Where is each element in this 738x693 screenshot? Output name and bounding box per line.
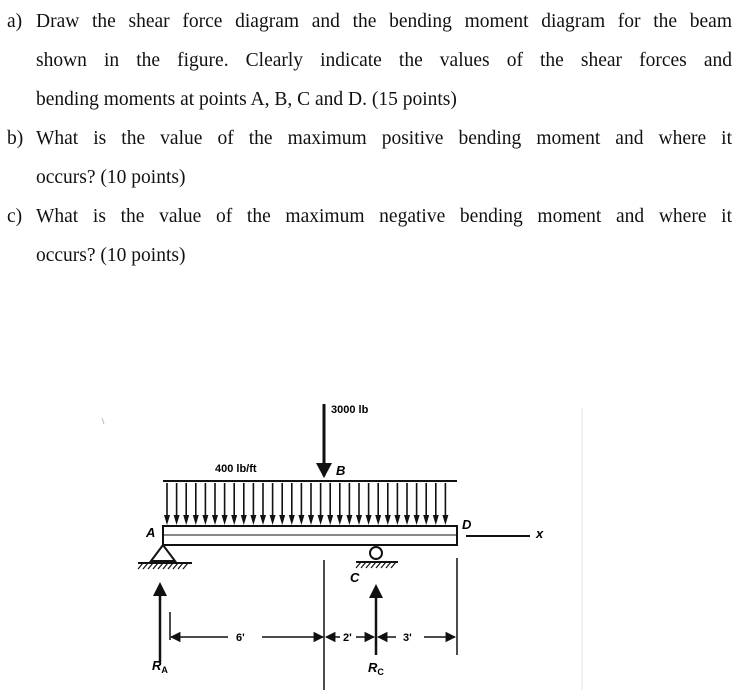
load-arrowhead — [337, 515, 343, 525]
load-arrowhead — [346, 515, 352, 525]
stray-mark — [102, 418, 104, 424]
load-arrowhead — [375, 515, 381, 525]
load-arrowhead — [414, 515, 420, 525]
point-b-marker — [318, 464, 330, 478]
point-a-label: A — [146, 525, 156, 540]
reaction-c-label: RC — [368, 660, 384, 677]
load-arrowhead — [183, 515, 189, 525]
load-arrowhead — [222, 515, 228, 525]
load-arrowhead — [289, 515, 295, 525]
load-arrowhead — [260, 515, 266, 525]
load-arrowhead — [394, 515, 400, 525]
load-arrowhead — [241, 515, 247, 525]
distributed-load — [163, 481, 457, 525]
beam — [163, 526, 457, 545]
load-arrowhead — [318, 515, 324, 525]
load-arrowhead — [298, 515, 304, 525]
load-arrowhead — [202, 515, 208, 525]
load-arrowhead — [250, 515, 256, 525]
question-a-line-3: bending moments at points A, B, C and D. (15 points) — [36, 89, 457, 110]
reaction-a-label: RA — [152, 658, 168, 675]
load-arrowhead — [174, 515, 180, 525]
load-arrowhead — [308, 515, 314, 525]
load-arrowhead — [356, 515, 362, 525]
point-d-label: D — [462, 517, 472, 532]
load-arrowhead — [385, 515, 391, 525]
load-arrowhead — [164, 515, 170, 525]
load-arrowhead — [193, 515, 199, 525]
load-arrowhead — [327, 515, 333, 525]
question-a-line-1: Draw the shear force diagram and the bending moment diagram for the beam — [36, 11, 732, 32]
distributed-load-label: 400 lb/ft — [215, 463, 257, 475]
load-arrowhead — [212, 515, 218, 525]
reaction-arrow-c — [369, 584, 383, 655]
question-a-label: a) — [7, 11, 23, 32]
point-load-label: 3000 lb — [331, 404, 369, 416]
pin-support-a — [138, 545, 192, 569]
load-arrowhead — [279, 515, 285, 525]
load-arrowhead — [442, 515, 448, 525]
point-c-label: C — [350, 570, 360, 585]
load-arrowhead — [366, 515, 372, 525]
question-c-label: c) — [7, 206, 23, 227]
x-axis-label: x — [536, 526, 544, 541]
load-arrowhead — [433, 515, 439, 525]
dimension-cd-label: 3' — [403, 632, 412, 644]
question-c-line-2: occurs? (10 points) — [36, 245, 186, 266]
dimension-ab-label: 6' — [236, 632, 245, 644]
load-arrowhead — [423, 515, 429, 525]
question-b-line-1: What is the value of the maximum positive bending moment and where it — [36, 128, 732, 149]
dimension-bc-label: 2' — [343, 632, 352, 644]
question-c-line-1: What is the value of the maximum negative bending moment and where it — [36, 206, 732, 227]
load-arrowhead — [231, 515, 237, 525]
question-b-line-2: occurs? (10 points) — [36, 167, 186, 188]
question-a-line-2: shown in the figure. Clearly indicate the values of the shear forces and — [36, 50, 732, 71]
reaction-arrow-a — [153, 582, 167, 662]
point-b-label: B — [336, 463, 346, 478]
roller-support-c — [356, 547, 398, 568]
load-arrowhead — [404, 515, 410, 525]
load-arrowhead — [270, 515, 276, 525]
question-b-label: b) — [7, 128, 24, 149]
